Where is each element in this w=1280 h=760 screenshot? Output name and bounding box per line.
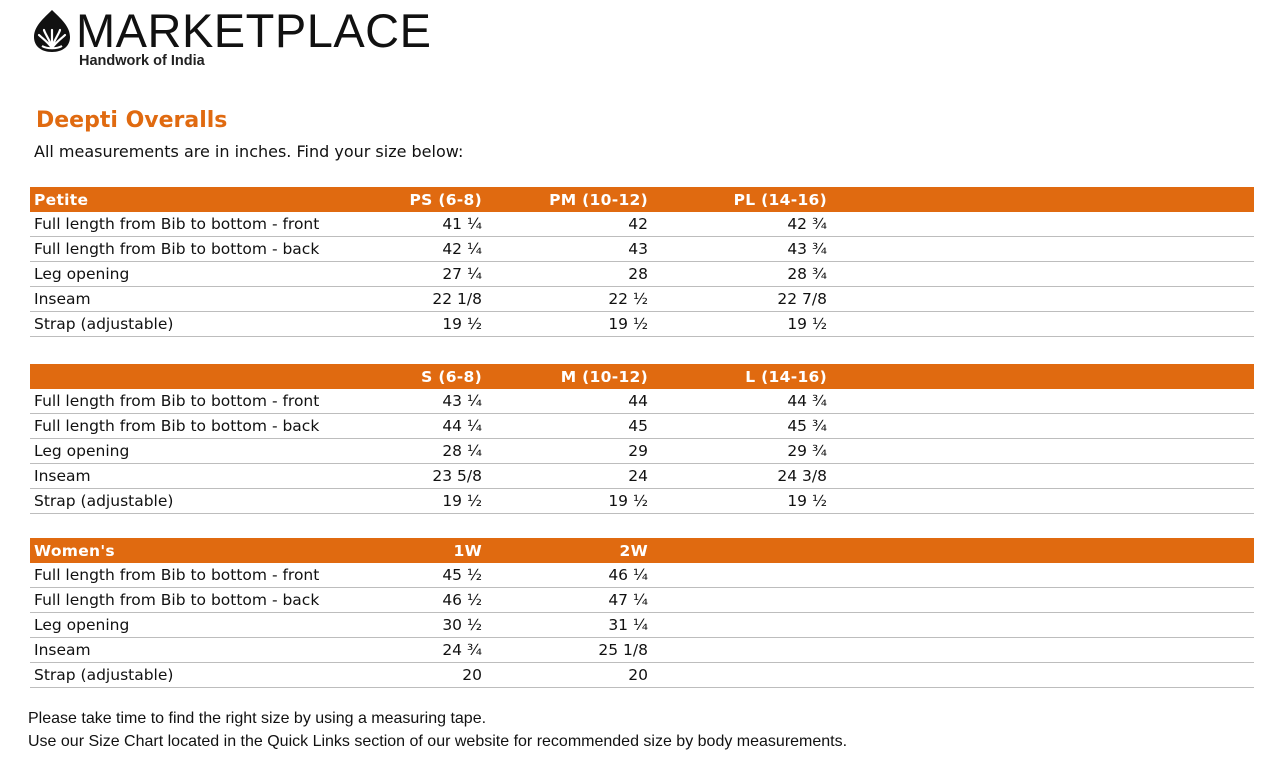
measurement-label: Inseam [34,467,91,485]
measurement-label: Inseam [34,641,91,659]
table-header: Petite PS (6-8) PM (10-12) PL (14-16) [30,187,1254,212]
footer-note-tape: Please take time to find the right size by using a measuring tape. [28,710,487,727]
table-row: Leg opening 30 ½ 31 ¼ [30,613,1254,638]
measurement-label: Full length from Bib to bottom - back [34,240,320,258]
size-table-standard [30,364,1254,514]
table-row: Inseam 24 ¾ 25 1/8 [30,638,1254,663]
table-row: Full length from Bib to bottom - front 45 ½ 46 ¼ [30,563,1254,588]
table-row: Full length from Bib to bottom - back 44 ¼ 45 45 ¾ [30,414,1254,439]
table-row: Strap (adjustable) 19 ½ 19 ½ 19 ½ [30,312,1254,337]
table-row: Full length from Bib to bottom - back 46 ½ 47 ¼ [30,588,1254,613]
measurement-label: Strap (adjustable) [34,666,174,684]
table-row: Inseam 23 5/8 24 24 3/8 [30,464,1254,489]
measurement-label: Full length from Bib to bottom - front [34,215,320,233]
measurement-label: Full length from Bib to bottom - back [34,591,320,609]
size-table-petite [30,187,1254,337]
brand-tagline: Handwork of India [79,53,205,69]
measurement-label: Leg opening [34,265,130,283]
table-header: S (6-8) M (10-12) L (14-16) [30,364,1254,389]
table-row: Inseam 22 1/8 22 ½ 22 7/8 [30,287,1254,312]
table-row: Full length from Bib to bottom - front 41 ¼ 42 42 ¾ [30,212,1254,237]
measurement-label: Full length from Bib to bottom - front [34,392,320,410]
leaf-fan-icon [30,8,74,54]
table-row: Full length from Bib to bottom - front 43 ¼ 44 44 ¾ [30,389,1254,414]
page-title: Deepti Overalls [36,108,228,133]
measurement-label: Strap (adjustable) [34,315,174,333]
table-row: Strap (adjustable) 19 ½ 19 ½ 19 ½ [30,489,1254,514]
measurement-label: Full length from Bib to bottom - back [34,417,320,435]
measurement-label: Full length from Bib to bottom - front [34,566,320,584]
table-header: Women's 1W 2W [30,538,1254,563]
table-row: Leg opening 28 ¼ 29 29 ¾ [30,439,1254,464]
footer-note-size-chart: Use our Size Chart located in the Quick Links section of our website for recommended size by body measurements. [28,733,848,750]
measurement-label: Leg opening [34,442,130,460]
header-group-label: Women's [34,542,115,560]
table-row: Full length from Bib to bottom - back 42 ¼ 43 43 ¾ [30,237,1254,262]
brand-name: MARKETPLACE [76,4,432,57]
table-row: Strap (adjustable) 20 20 [30,663,1254,688]
measurement-label: Strap (adjustable) [34,492,174,510]
size-table-womens [30,538,1254,688]
measurement-label: Leg opening [34,616,130,634]
measurement-label: Inseam [34,290,91,308]
table-row: Leg opening 27 ¼ 28 28 ¾ [30,262,1254,287]
page-subtitle: All measurements are in inches. Find your size below: [34,142,464,161]
header-group-label: Petite [34,191,89,209]
